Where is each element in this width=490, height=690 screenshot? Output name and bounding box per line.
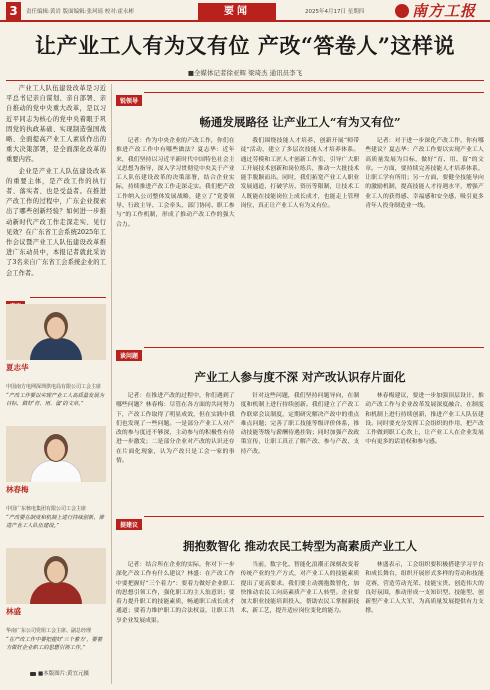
camera-icon <box>30 672 36 676</box>
text-column <box>365 561 484 690</box>
article-body <box>116 392 484 526</box>
guest-photo <box>6 548 106 604</box>
article-section <box>116 512 484 690</box>
guest-name: 林春梅 <box>6 485 29 494</box>
article-section <box>116 88 484 347</box>
left-sidebar <box>6 84 106 684</box>
text-column <box>365 392 484 526</box>
guest-profile <box>6 548 106 652</box>
guest-name: 林盛 <box>6 607 21 616</box>
guest-divider <box>30 297 106 298</box>
article-body <box>116 137 484 347</box>
portrait-body <box>30 338 82 360</box>
section-label: 要闻 <box>198 3 276 20</box>
column-divider <box>111 84 112 684</box>
byline: ■全媒体记者徐亚辉 梁琦杰 通讯员李飞 <box>187 69 303 77</box>
portrait-body <box>30 460 82 482</box>
section-title: 拥抱数智化 推动农民工转型为高素质产业工人 <box>182 539 417 553</box>
section-rule <box>144 92 484 93</box>
body-paragraph: 我们围绕技能人才培养，创新开展“师带徒”活动，建立了多层次技能人才培养体系。通过劳模和工匠人才创新工作室，引导广大职工开展技术创新和岗位练兵，推动一大批技术能手脱颖而出。同时，我们拓宽产业工人职业发展通道，打破学历、资历等限制，让技术工人既能在技能岗位上成长成才，也能走上管理岗位，真正让产业工人有为又有位。 <box>240 138 360 210</box>
newspaper-logo <box>395 1 476 20</box>
editor-credits: 责任编辑:黄岩 版面编辑:张珂瑶 校对:霍永彬 <box>26 9 135 15</box>
portrait-face <box>47 439 65 461</box>
section-rule <box>144 516 484 517</box>
text-column <box>241 392 360 526</box>
body-paragraph: 当前，数字化、智能化浪潮正深刻改变着传统产业的生产方式，对产业工人的技能素质提出了更高要求。我们要主动拥抱数智化，加快推动农民工向高素质产业工人转型。企业要加大职业技能培训投入，帮助农民工掌握新技术、新工艺，提升适应岗位变化的能力。 <box>240 562 360 615</box>
page-number: 3 <box>6 2 21 20</box>
guest-quote: “产改要在制度和机制上进行持续创新，推进产业工人队伍建设。” <box>6 515 105 529</box>
guest-profile <box>6 426 106 530</box>
article-section <box>116 343 484 526</box>
lead-intro <box>6 84 106 290</box>
body-paragraph: 记者：结合所在企业的实际，你对下一步深化产改工作有什么建议？林盛：在产改工作中要把握好“三个着力”：要着力做好企业职工的思想引领工作，强化职工的主人翁意识；要着力提升职工的技能素质，畅通职工成长成才通道；要着力维护职工的合法权益，让职工共享企业发展成果。 <box>116 562 235 624</box>
guest-quote: “在产改工作中要把握好‘三个着力’，要着力做好企业职工的思想引领工作。” <box>6 637 103 651</box>
issue-date: 2025年4月17日 星期四 <box>305 9 365 15</box>
headline-divider <box>6 80 484 81</box>
guest-title: 中国广东核电集团有限公司工会主席 <box>6 506 87 512</box>
body-paragraph: 记者：对于进一步深化产改工作，你有哪些建议？夏志华：产改工作要以实现产业工人高质量发展为目标，做好“育、用、留”的文章。一方面，要持续完善技能人才培养体系，让职工学有所用；另一方面，要健全技能导向的激励机制，提高技能人才待遇水平，增强产业工人的获得感、幸福感和安全感，吸引更多青年人投身制造业一线。 <box>365 138 484 210</box>
section-title: 畅通发展路径 让产业工人“有为又有位” <box>199 115 401 129</box>
photo-credit <box>30 669 89 677</box>
guest-title: 中国南方电网深圳供电局有限公司工会主席 <box>6 384 102 390</box>
section-tag: 锐领导 <box>116 95 142 106</box>
body-paragraph: 林春梅建议，要进一步加强顶层设计，推动产改工作与企业改革发展深度融合，在制度和机制上进行持续创新，推进产业工人队伍建设。同时要充分发挥工会组织的作用，把产改工作做到职工心坎上，让产业工人在企业发展中有更多的话语权和参与感。 <box>365 393 484 446</box>
body-paragraph: 林盛表示，工会组织要积极搭建学习平台和成长舞台，组织开展形式多样的劳动和技能竞赛，营造劳动光荣、技能宝贵、创造伟大的良好氛围，推动形成一支知识型、技能型、创新型产业工人大军，为高质量发展提供有力支撑。 <box>365 562 484 615</box>
body-paragraph: 记者：作为中央企业的产改工作，你们在推进产改工作中有哪些做法？夏志华：近年来，我们坚持以习近平新时代中国特色社会主义思想为指导，深入学习贯彻党中央关于产业工人队伍建设改革的决策部署，结合企业实际，持续推进产改工作走深走实。我们把产改工作纳入公司整体发展战略，建立了“党委领导、行政主导、工会牵头、部门协同、职工参与”的工作机制，形成了推动产改工作的强大合力。 <box>116 138 235 228</box>
text-column <box>241 137 360 347</box>
guest-section-header <box>6 293 106 301</box>
guest-name: 夏志华 <box>6 363 29 372</box>
body-paragraph: 针对这些问题，我们坚持问题导向，在制度和机制上进行持续创新。我们建立了产改工作联席会议制度，定期研究解决产改中的重点难点问题；完善了职工技能等级评价体系，推动技能等级与薪酬待遇挂钩；同时加强产改政策宣传，让职工真正了解产改、参与产改、支持产改。 <box>240 393 360 455</box>
lead-paragraph: 产业工人队伍建设改革是习近平总书记亲自谋划、亲自部署、亲自推动的党中央重大改革，是以习近平同志为核心的党中央着眼于巩固党的执政基础、实现制造强国战略、全面提高产业工人素质作出的重大决策部署，是全面深化改革的重要内容。 <box>6 85 106 164</box>
portrait-body <box>30 582 82 604</box>
text-column <box>241 561 360 690</box>
section-tag: 谈问题 <box>116 350 142 361</box>
page-header <box>0 0 490 22</box>
article-body <box>116 561 484 690</box>
text-column <box>365 137 484 347</box>
text-column <box>116 392 235 526</box>
logo-emblem-icon <box>395 4 409 18</box>
section-tag: 提建议 <box>116 519 142 530</box>
photo-credit-text: ■本版图片:黄宜元摄 <box>38 671 90 677</box>
guest-profile <box>6 304 106 408</box>
body-paragraph: 记者：在推进产改的过程中，你们遇到了哪些问题？林春梅：尽管在各方面的共同努力下，产改工作取得了明显成效，但在实践中我们也发现了一些问题。一是部分产业工人对产改的参与度还不够深，主动参与的积极性有待进一步激发；二是部分企业对产改的认识还存在片面化现象，认为产改只是工会一家的事情。 <box>116 393 235 465</box>
section-rule <box>144 347 484 348</box>
guest-photo <box>6 304 106 360</box>
section-title: 产业工人参与度不深 对产改认识存片面化 <box>194 370 406 384</box>
lead-paragraph: 企业是产业工人队伍建设改革的重要主体，是产改工作的执行者、落实者、也是受益者。在推进产改工作的过程中，广东企业探索出了哪些创新经验？如何进一步推动新时代产改工作走深走实、见行见效？在广东省工会系统2025年工作会议暨产业工人队伍建设改革推进广东动员中，本报记者就此采访了3名来自广东省工会系统企业的工会工作者。 <box>6 167 106 277</box>
guest-quote: “产改工作要以实现产业工人高质量发展为目标，做好‘育、用、留’的文章。” <box>6 393 105 407</box>
guest-photo <box>6 426 106 482</box>
portrait-face <box>47 561 65 583</box>
guest-title: 华南广东公司党组工会主席、副总经理 <box>6 628 92 634</box>
portrait-face <box>47 317 65 339</box>
text-column <box>116 561 235 690</box>
text-column <box>116 137 235 347</box>
page-title: 让产业工人有为又有位 产改“答卷人”这样说 <box>35 33 455 58</box>
brand-name: 南方工报 <box>412 2 477 20</box>
